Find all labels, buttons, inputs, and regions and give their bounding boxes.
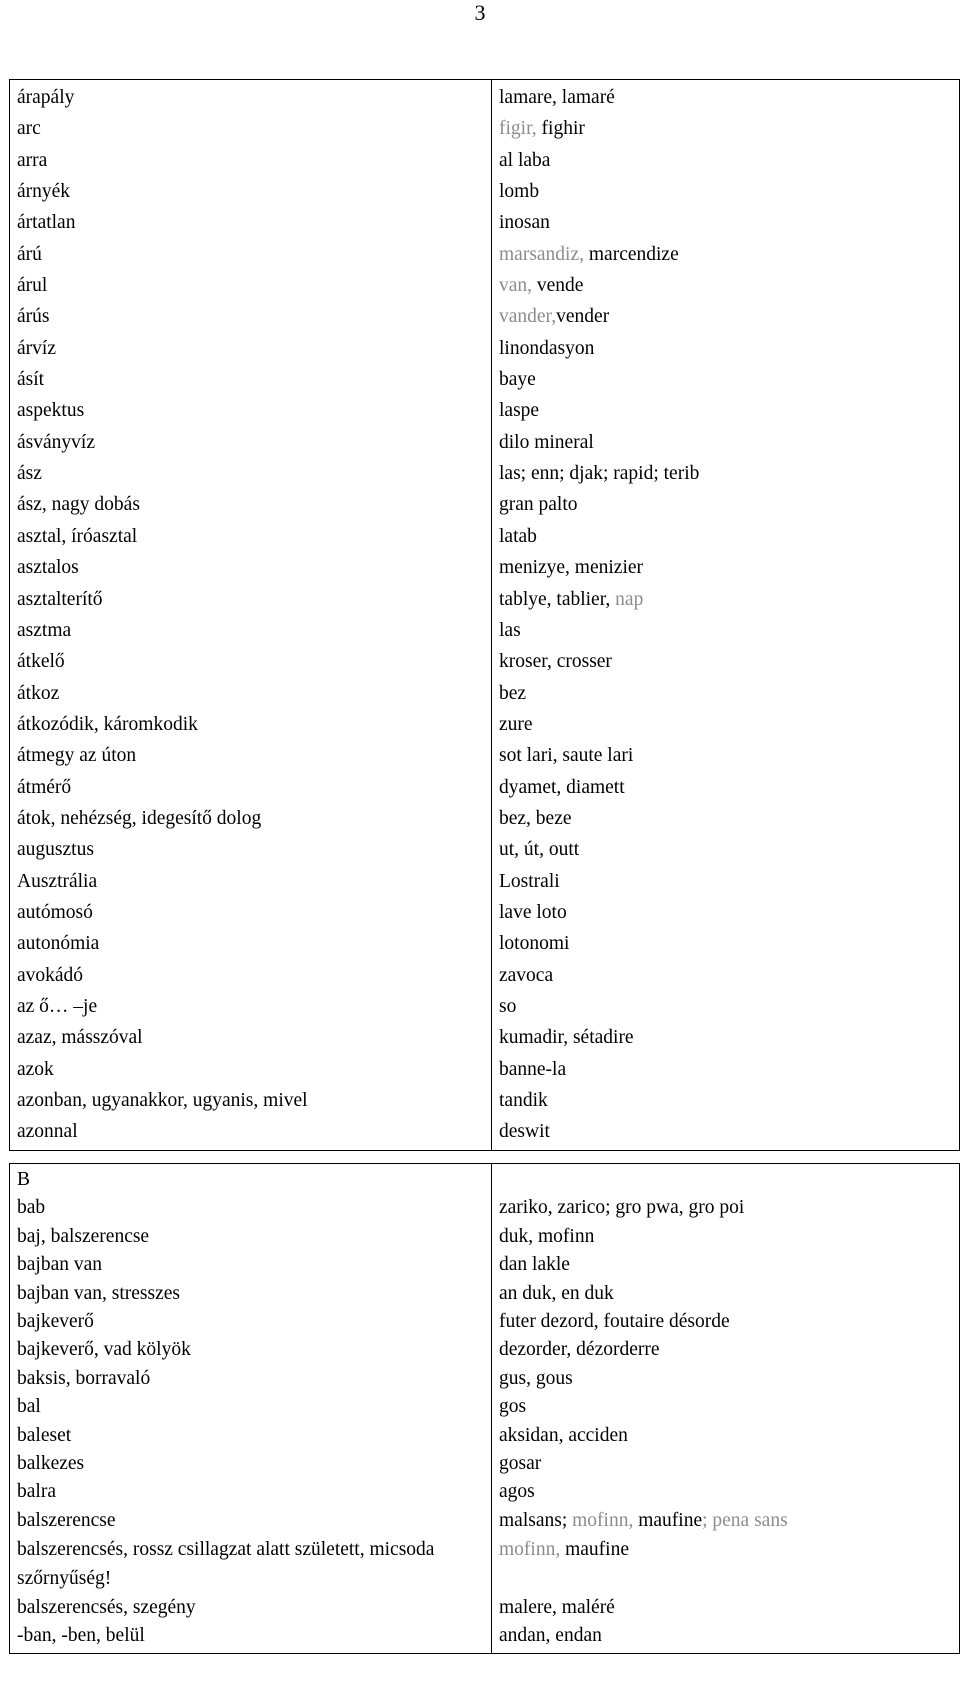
variant-spelling: ; pena sans bbox=[702, 1509, 788, 1531]
hungarian-term: azaz, másszóval bbox=[17, 1027, 143, 1049]
hungarian-term: aspektus bbox=[17, 400, 85, 422]
hungarian-term: balkezes bbox=[17, 1452, 85, 1474]
translation-text: gosar bbox=[499, 1452, 542, 1474]
kreol-translation bbox=[499, 333, 959, 364]
translation-text: latab bbox=[499, 525, 537, 547]
translation-text: lotonomi bbox=[499, 933, 570, 955]
hungarian-term: árnyék bbox=[17, 181, 71, 203]
hungarian-term: bajban van bbox=[17, 1254, 103, 1276]
translation-text: agos bbox=[499, 1481, 535, 1503]
table-row bbox=[10, 1164, 960, 1654]
dictionary-table-a bbox=[9, 79, 960, 1151]
kreol-translation bbox=[499, 772, 959, 803]
hungarian-term: autómosó bbox=[17, 901, 93, 923]
hungarian-term: árvíz bbox=[17, 337, 56, 359]
translation-text: kumadir, sétadire bbox=[499, 1027, 634, 1049]
translation-text: banne-la bbox=[499, 1058, 567, 1080]
hungarian-term: azok bbox=[17, 1058, 54, 1080]
hungarian-term: bajban van, stresszes bbox=[17, 1282, 180, 1304]
translation-text: zavoca bbox=[499, 964, 554, 986]
hungarian-term: árul bbox=[17, 275, 48, 297]
kreol-translation bbox=[499, 740, 959, 771]
translation-text: dan lakle bbox=[499, 1254, 570, 1276]
variant-spelling: vander, bbox=[499, 306, 557, 328]
hungarian-term: Ausztrália bbox=[17, 870, 98, 892]
dictionary-table-b bbox=[9, 1163, 960, 1654]
translation-text: malere, maléré bbox=[499, 1597, 615, 1619]
kreol-translation bbox=[499, 521, 959, 552]
translation-text: gus, gous bbox=[499, 1367, 573, 1389]
kreol-translation bbox=[499, 113, 959, 144]
hungarian-term: átok, nehézség, idegesítő dolog bbox=[17, 807, 262, 829]
kreol-translation bbox=[499, 1422, 959, 1450]
translation-text: zariko, zarico; gro pwa, gro poi bbox=[499, 1197, 745, 1219]
translation-text: gran palto bbox=[499, 494, 578, 516]
kreol-translation bbox=[499, 584, 959, 615]
hungarian-term: bajkeverő bbox=[17, 1310, 94, 1332]
kreol-translation bbox=[499, 1085, 959, 1116]
kreol-translation bbox=[499, 1194, 959, 1222]
translation-text: an duk, en duk bbox=[499, 1282, 614, 1304]
translation-text: zure bbox=[499, 713, 533, 735]
translation-text: tablye, tablier, bbox=[499, 588, 616, 610]
kreol-translation bbox=[499, 1054, 959, 1085]
hungarian-term: avokádó bbox=[17, 964, 84, 986]
translation-text: bez bbox=[499, 682, 527, 704]
hungarian-term: baj, balszerencse bbox=[17, 1225, 150, 1247]
hungarian-term: átkozódik, káromkodik bbox=[17, 713, 198, 735]
hungarian-term: ásít bbox=[17, 369, 45, 391]
translation-text: maufine bbox=[633, 1509, 703, 1531]
translation-text: menizye, menizier bbox=[499, 557, 644, 579]
hungarian-term: asztma bbox=[17, 619, 72, 641]
hungarian-term: árús bbox=[17, 306, 50, 328]
translation-text: Lostrali bbox=[499, 870, 560, 892]
translation-text: deswit bbox=[499, 1121, 550, 1143]
kreol-translation bbox=[499, 1308, 959, 1336]
kreol-translation bbox=[499, 82, 959, 113]
table-row bbox=[10, 80, 960, 1151]
kreol-translation bbox=[499, 489, 959, 520]
translation-text: lave loto bbox=[499, 901, 567, 923]
hungarian-term: azonnal bbox=[17, 1121, 78, 1143]
translation-text: maufine bbox=[560, 1539, 629, 1561]
kreol-translation bbox=[499, 866, 959, 897]
hungarian-term: bab bbox=[17, 1197, 46, 1219]
translation-text: laspe bbox=[499, 400, 540, 422]
kreol-translation bbox=[499, 176, 959, 207]
hungarian-term: az ő… –je bbox=[17, 995, 98, 1017]
hungarian-term: ártatlan bbox=[17, 212, 76, 234]
hungarian-term: balszerencsés, szegény bbox=[17, 1597, 196, 1619]
kreol-translation bbox=[499, 458, 959, 489]
variant-spelling: mofinn, bbox=[572, 1509, 634, 1531]
kreol-translation bbox=[499, 1365, 959, 1393]
hungarian-term: -ban, -ben, belül bbox=[17, 1625, 145, 1647]
kreol-translation bbox=[499, 364, 959, 395]
kreol-translation bbox=[499, 1251, 959, 1279]
kreol-translation bbox=[499, 395, 959, 426]
hungarian-term: balszerencse bbox=[17, 1509, 116, 1531]
hungarian-term: árapály bbox=[17, 87, 75, 108]
kreol-translation bbox=[499, 427, 959, 458]
translation-text: tandik bbox=[499, 1090, 548, 1111]
translation-text: dilo mineral bbox=[499, 431, 594, 453]
kreol-column bbox=[492, 1164, 960, 1654]
kreol-translation bbox=[499, 1336, 959, 1364]
kreol-translation bbox=[499, 1393, 959, 1421]
kreol-translation bbox=[499, 1507, 959, 1535]
kreol-column bbox=[492, 80, 960, 1151]
hungarian-term: arc bbox=[17, 118, 41, 140]
kreol-translation bbox=[499, 1478, 959, 1506]
kreol-translation bbox=[499, 678, 959, 709]
kreol-translation bbox=[499, 615, 959, 646]
translation-text: bez, beze bbox=[499, 807, 572, 829]
kreol-translation bbox=[499, 270, 959, 301]
translation-text: inosan bbox=[499, 212, 550, 234]
kreol-translation bbox=[499, 928, 959, 959]
kreol-translation bbox=[499, 897, 959, 928]
translation-text: andan, endan bbox=[499, 1625, 602, 1647]
translation-text: futer dezord, foutaire désorde bbox=[499, 1310, 730, 1332]
hungarian-term: asztal, íróasztal bbox=[17, 525, 138, 547]
translation-text: fighir bbox=[536, 118, 585, 140]
translation-text: so bbox=[499, 995, 517, 1017]
kreol-translation bbox=[499, 646, 959, 677]
kreol-translation bbox=[499, 991, 959, 1022]
kreol-translation bbox=[499, 803, 959, 834]
translation-text: al laba bbox=[499, 149, 551, 171]
translation-text: baye bbox=[499, 369, 536, 391]
kreol-translation bbox=[499, 1450, 959, 1478]
kreol-translation bbox=[499, 1622, 959, 1650]
kreol-translation bbox=[499, 1594, 959, 1622]
translation-text: marcendize bbox=[584, 243, 679, 265]
hungarian-column bbox=[10, 1164, 492, 1654]
variant-spelling: van, bbox=[499, 275, 533, 297]
translation-text: linondasyon bbox=[499, 337, 595, 359]
kreol-translation bbox=[499, 301, 959, 332]
hungarian-term: átkelő bbox=[17, 651, 65, 673]
translation-text: sot lari, saute lari bbox=[499, 745, 634, 767]
hungarian-term: árú bbox=[17, 243, 42, 265]
hungarian-term: átmérő bbox=[17, 776, 72, 798]
hungarian-term: augusztus bbox=[17, 839, 94, 861]
hungarian-term: bal bbox=[17, 1396, 41, 1418]
hungarian-term: átmegy az úton bbox=[17, 745, 137, 767]
kreol-translation bbox=[499, 960, 959, 991]
hungarian-term: baleset bbox=[17, 1424, 72, 1446]
variant-spelling: figir, bbox=[499, 118, 537, 140]
kreol-translation bbox=[499, 1022, 959, 1053]
translation-text: dyamet, diamett bbox=[499, 776, 625, 798]
translation-text: ut, út, outt bbox=[499, 839, 580, 861]
variant-spelling: mofinn, bbox=[499, 1539, 561, 1561]
kreol-translation bbox=[499, 709, 959, 740]
section-letter-spacer bbox=[499, 1166, 959, 1194]
kreol-translation bbox=[499, 239, 959, 270]
translation-text: vender bbox=[556, 306, 610, 328]
hungarian-term: ásványvíz bbox=[17, 431, 95, 453]
kreol-translation bbox=[499, 1223, 959, 1251]
kreol-translation bbox=[499, 834, 959, 865]
kreol-translation bbox=[499, 1116, 959, 1147]
translation-text: lomb bbox=[499, 181, 540, 203]
kreol-translation bbox=[499, 1280, 959, 1308]
hungarian-term: asztalterítő bbox=[17, 588, 103, 610]
hungarian-term: arra bbox=[17, 149, 48, 171]
hungarian-term: ász bbox=[17, 463, 42, 485]
hungarian-term: bajkeverő, vad kölyök bbox=[17, 1339, 191, 1361]
hungarian-term: baksis, borravaló bbox=[17, 1367, 151, 1389]
translation-text: malsans; bbox=[499, 1509, 573, 1531]
hungarian-term: asztalos bbox=[17, 557, 79, 579]
hungarian-term: balszerencsés, rossz csillagzat alatt született, micsoda szőrnyűség! bbox=[17, 1539, 435, 1590]
kreol-translation bbox=[499, 1535, 959, 1594]
hungarian-term: ász, nagy dobás bbox=[17, 494, 140, 516]
translation-text: vende bbox=[532, 275, 584, 297]
translation-text: gos bbox=[499, 1396, 527, 1418]
kreol-translation bbox=[499, 145, 959, 176]
translation-text: lamare, lamaré bbox=[499, 87, 615, 108]
hungarian-term: azonban, ugyanakkor, ugyanis, mivel bbox=[17, 1090, 308, 1111]
hungarian-term: átkoz bbox=[17, 682, 60, 704]
translation-text: dezorder, dézorderre bbox=[499, 1339, 660, 1361]
variant-spelling: nap bbox=[615, 588, 644, 610]
kreol-translation bbox=[499, 552, 959, 583]
translation-text: las; enn; djak; rapid; terib bbox=[499, 463, 700, 485]
hungarian-term: autonómia bbox=[17, 933, 100, 955]
translation-text: aksidan, acciden bbox=[499, 1424, 628, 1446]
translation-text: las bbox=[499, 619, 521, 641]
page-number: 3 bbox=[474, 0, 486, 25]
variant-spelling: marsandiz, bbox=[499, 243, 585, 265]
translation-text: kroser, crosser bbox=[499, 651, 612, 673]
translation-text: duk, mofinn bbox=[499, 1225, 595, 1247]
kreol-translation bbox=[499, 207, 959, 238]
hungarian-term: balra bbox=[17, 1481, 56, 1503]
section-letter: B bbox=[17, 1169, 31, 1190]
hungarian-column bbox=[10, 80, 492, 1151]
